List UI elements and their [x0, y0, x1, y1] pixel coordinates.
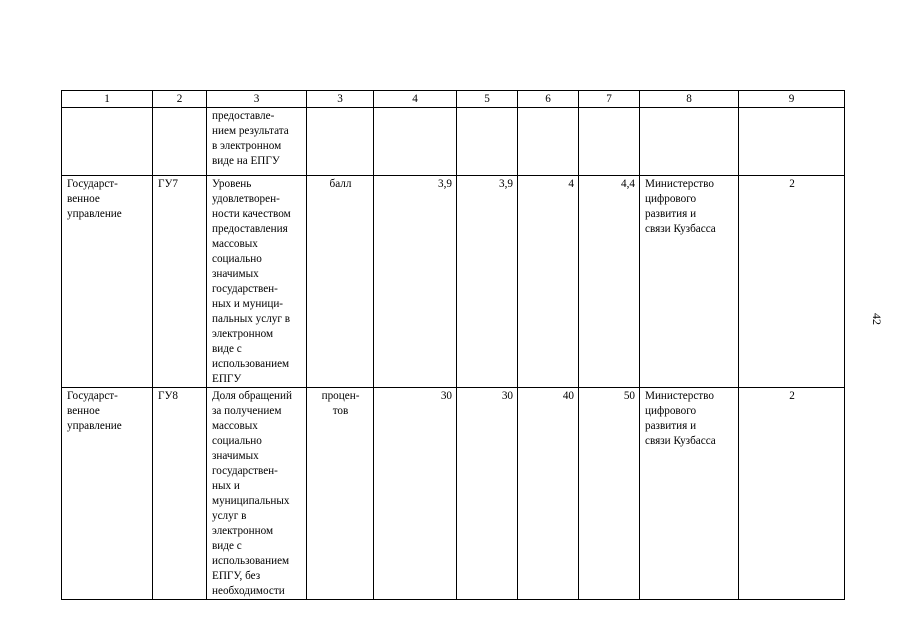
- cell-line: балл: [329, 178, 352, 190]
- cell-line: связи Кузбасса: [645, 435, 716, 447]
- unit-cell: [307, 388, 374, 600]
- cell-line: ЕПГУ, без: [212, 570, 261, 582]
- cell-line: социально: [212, 253, 262, 265]
- cell-line: процен-: [321, 390, 360, 402]
- value-cell-7: 50: [579, 388, 640, 600]
- cell-line: предоставления: [212, 223, 288, 235]
- cell-line: виде с: [212, 343, 242, 355]
- cell-line: электронном: [212, 328, 274, 340]
- table-cell: [374, 108, 457, 176]
- cell-line: услуг в: [212, 510, 247, 522]
- cell-line: управление: [67, 208, 122, 220]
- table-cell: [579, 108, 640, 176]
- table-cell: [640, 108, 739, 176]
- cell-line: ЕПГУ: [212, 373, 242, 385]
- cell-line: ных и: [212, 480, 240, 492]
- cell-line: Министерство: [645, 178, 714, 190]
- cell-line: необходимости: [212, 585, 285, 597]
- table-cell: [307, 108, 374, 176]
- cell-line: Министерство: [645, 390, 714, 402]
- cell-line: удовлетворен-: [212, 193, 280, 205]
- cell-line: виде на ЕПГУ: [212, 155, 280, 167]
- domain-cell: [62, 388, 153, 600]
- cell-line: использованием: [212, 358, 290, 370]
- cell-line: за получением: [212, 405, 282, 417]
- cell-line: Государст-: [67, 178, 118, 190]
- header-cell: 7: [579, 91, 640, 108]
- header-cell: 4: [374, 91, 457, 108]
- cell-line: в электронном: [212, 140, 282, 152]
- header-cell: 1: [62, 91, 153, 108]
- cell-line: развития и: [645, 208, 697, 220]
- cell-line: венное: [67, 193, 100, 205]
- header-cell: 2: [153, 91, 207, 108]
- header-cell: 3: [307, 91, 374, 108]
- cell-line: использованием: [212, 555, 290, 567]
- table-cell: [739, 108, 845, 176]
- table-cell: [62, 108, 153, 176]
- cell-line: предоставле-: [212, 110, 275, 122]
- cell-line: связи Кузбасса: [645, 223, 716, 235]
- cell-line: тов: [332, 405, 349, 417]
- cell-line: виде с: [212, 540, 242, 552]
- cell-line: социально: [212, 435, 262, 447]
- cell-line: цифрового: [645, 193, 697, 205]
- cell-line: цифрового: [645, 405, 697, 417]
- header-cell: 3: [207, 91, 307, 108]
- cell-line: государствен-: [212, 465, 278, 477]
- table-header-row: [62, 91, 845, 108]
- cell-line: развития и: [645, 420, 697, 432]
- header-cell: 9: [739, 91, 845, 108]
- cell-line: государствен-: [212, 283, 278, 295]
- table-row-gu8: [62, 388, 845, 600]
- table-cell: [518, 108, 579, 176]
- header-cell: 5: [457, 91, 518, 108]
- cell-line: значимых: [212, 450, 259, 462]
- cell-line: массовых: [212, 238, 258, 250]
- value-cell-4: 30: [374, 388, 457, 600]
- indicator-continuation-cell: [207, 108, 307, 176]
- cell-line: Доля обращений: [212, 390, 292, 402]
- value-cell-4: 3,9: [374, 176, 457, 388]
- indicator-cell: [207, 176, 307, 388]
- cell-line: управление: [67, 420, 122, 432]
- cell-line: пальных услуг в: [212, 313, 291, 325]
- page-number: 42: [870, 313, 884, 325]
- cell-line: Государст-: [67, 390, 118, 402]
- cell-line: электронном: [212, 525, 274, 537]
- value-cell-6: 4: [518, 176, 579, 388]
- table-row-continuation: [62, 108, 845, 176]
- value-cell-9: 2: [739, 176, 845, 388]
- value-cell-6: 40: [518, 388, 579, 600]
- cell-line: венное: [67, 405, 100, 417]
- header-cell: 6: [518, 91, 579, 108]
- responsible-cell: [640, 388, 739, 600]
- domain-cell: [62, 176, 153, 388]
- value-cell-5: 30: [457, 388, 518, 600]
- cell-line: массовых: [212, 420, 258, 432]
- indicators-table: [61, 90, 845, 600]
- code-cell: ГУ7: [153, 176, 207, 388]
- cell-line: Уровень: [212, 178, 252, 190]
- indicator-cell: [207, 388, 307, 600]
- value-cell-7: 4,4: [579, 176, 640, 388]
- unit-cell: [307, 176, 374, 388]
- table-row-gu7: [62, 176, 845, 388]
- table-cell: [457, 108, 518, 176]
- responsible-cell: [640, 176, 739, 388]
- code-cell: ГУ8: [153, 388, 207, 600]
- cell-line: муниципальных: [212, 495, 290, 507]
- cell-line: значимых: [212, 268, 259, 280]
- value-cell-9: 2: [739, 388, 845, 600]
- cell-line: ных и муници-: [212, 298, 284, 310]
- cell-line: ности качеством: [212, 208, 291, 220]
- header-cell: 8: [640, 91, 739, 108]
- value-cell-5: 3,9: [457, 176, 518, 388]
- cell-line: нием результата: [212, 125, 289, 137]
- table-cell: [153, 108, 207, 176]
